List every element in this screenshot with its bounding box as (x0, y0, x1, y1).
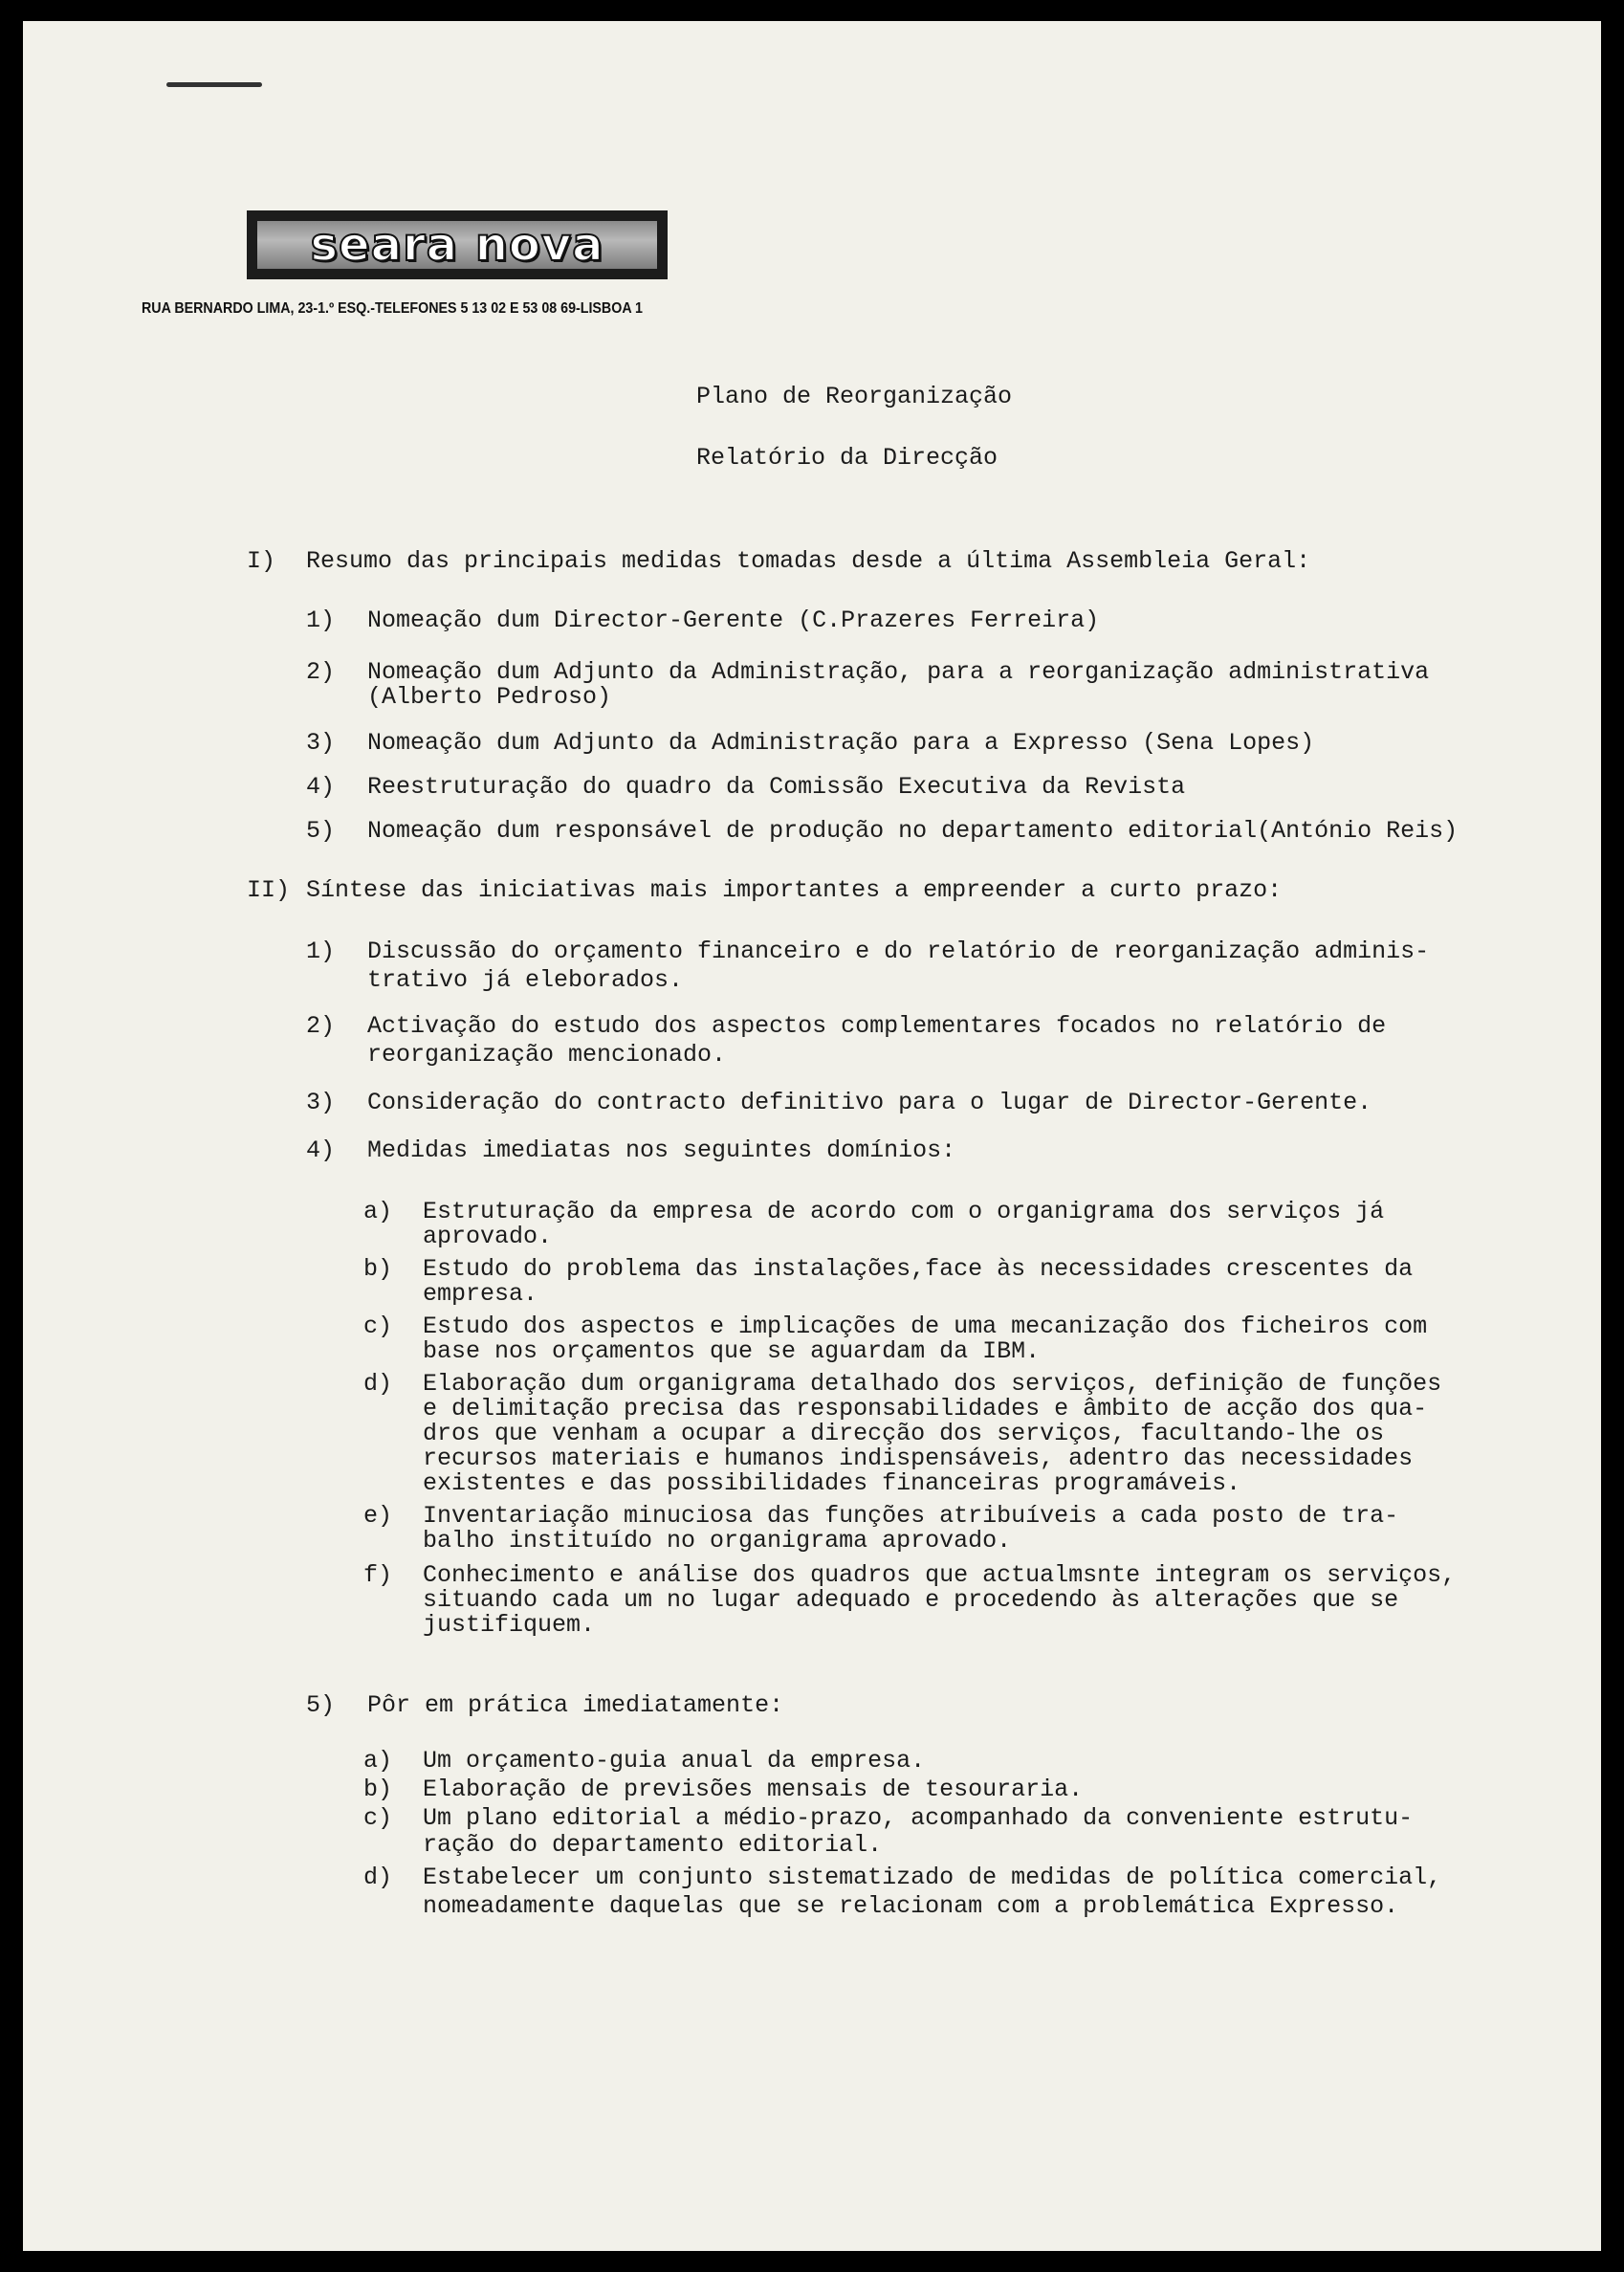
sub-item-line: aprovado. (423, 1223, 553, 1250)
sub-item-line: ração do departamento editorial. (423, 1831, 883, 1859)
s2-item-line: Consideração do contracto definitivo para o lugar de Director-Gerente. (367, 1089, 1372, 1116)
ink-mark (166, 82, 262, 87)
letterhead-address: RUA BERNARDO LIMA, 23-1.º ESQ.-TELEFONES 5 13 02 E 53 08 69-LISBOA 1 (142, 300, 643, 317)
s2-item-num: 2) (306, 1012, 336, 1040)
section-1-heading: Resumo das principais medidas tomadas desde a última Assembleia Geral: (306, 547, 1311, 575)
sub-item-letter: d) (363, 1864, 393, 1891)
s2-item-line: trativo já eleborados. (367, 966, 684, 994)
sub-item-letter: f) (363, 1561, 393, 1589)
sub-item-letter: c) (363, 1804, 393, 1832)
s2-item-line: Pôr em prática imediatamente: (367, 1691, 784, 1719)
sub-item-line: existentes e das possibilidades financeiras programáveis. (423, 1469, 1241, 1497)
s2-item-line: Discussão do orçamento financeiro e do relatório de reorganização adminis- (367, 937, 1430, 965)
sub-item-letter: e) (363, 1502, 393, 1530)
s1-item-num: 2) (306, 658, 336, 686)
sub-item-line: justifiquem. (423, 1611, 596, 1639)
sub-item-line: nomeadamente daquelas que se relacionam com a problemática Expresso. (423, 1892, 1399, 1920)
sub-item-line: Elaboração de previsões mensais de tesouraria. (423, 1776, 1084, 1803)
sub-item-line: recursos materiais e humanos indispensáveis, adentro das necessidades (423, 1445, 1414, 1472)
section-2-heading: Síntese das iniciativas mais importantes a empreender a curto prazo: (306, 876, 1283, 904)
s2-item-num: 1) (306, 937, 336, 965)
sub-item-line: Estruturação da empresa de acordo com o organigrama dos serviços já (423, 1198, 1385, 1225)
s2-item-num: 5) (306, 1691, 336, 1719)
s1-item-line: Reestruturação do quadro da Comissão Executiva da Revista (367, 773, 1186, 801)
sub-item-line: Elaboração dum organigrama detalhado dos serviços, definição de funções (423, 1370, 1442, 1398)
sub-item-letter: a) (363, 1747, 393, 1775)
s2-item-num: 3) (306, 1089, 336, 1116)
letterhead-logo (247, 210, 668, 279)
s1-item-line: Nomeação dum Director-Gerente (C.Prazeres Ferreira) (367, 607, 1100, 634)
sub-item-line: empresa. (423, 1280, 538, 1308)
s1-item-line: Nomeação dum Adjunto da Administração para a Expresso (Sena Lopes) (367, 729, 1315, 757)
s1-item-line: (Alberto Pedroso) (367, 683, 612, 711)
sub-item-letter: b) (363, 1776, 393, 1803)
s2-item-line: Medidas imediatas nos seguintes domínios: (367, 1136, 956, 1164)
s1-item-line: Nomeação dum responsável de produção no departamento editorial(António Reis) (367, 817, 1459, 845)
sub-item-line: balho instituído no organigrama aprovado. (423, 1527, 1012, 1555)
document-title: Plano de Reorganização (696, 383, 1013, 410)
s1-item-num: 3) (306, 729, 336, 757)
s1-item-line: Nomeação dum Adjunto da Administração, para a reorganização administrativa (367, 658, 1430, 686)
sub-item-line: Estudo dos aspectos e implicações de uma mecanização dos ficheiros com (423, 1312, 1428, 1340)
sub-item-line: Um plano editorial a médio-prazo, acompanhado da conveniente estrutu- (423, 1804, 1414, 1832)
section-2-label: II) (247, 876, 291, 904)
document-subtitle: Relatório da Direcção (696, 444, 999, 472)
sub-item-letter: d) (363, 1370, 393, 1398)
brand-name: seara nova (310, 218, 604, 272)
s1-item-num: 1) (306, 607, 336, 634)
sub-item-letter: a) (363, 1198, 393, 1225)
sub-item-line: Estabelecer um conjunto sistematizado de medidas de política comercial, (423, 1864, 1442, 1891)
sub-item-line: Conhecimento e análise dos quadros que actualmsnte integram os serviços, (423, 1561, 1457, 1589)
s1-item-num: 4) (306, 773, 336, 801)
sub-item-line: base nos orçamentos que se aguardam da IBM. (423, 1337, 1041, 1365)
sub-item-line: Um orçamento-guia anual da empresa. (423, 1747, 926, 1775)
document-page (23, 21, 1601, 2251)
sub-item-line: situando cada um no lugar adequado e procedendo às alterações que se (423, 1586, 1399, 1614)
sub-item-letter: c) (363, 1312, 393, 1340)
section-1-label: I) (247, 547, 276, 575)
s2-item-num: 4) (306, 1136, 336, 1164)
sub-item-line: Inventariação minuciosa das funções atribuíveis a cada posto de tra- (423, 1502, 1399, 1530)
sub-item-line: e delimitação precisa das responsabilidades e âmbito de acção dos qua- (423, 1395, 1428, 1423)
s2-item-line: Activação do estudo dos aspectos complementares focados no relatório de (367, 1012, 1387, 1040)
sub-item-line: dros que venham a ocupar a direcção dos serviços, facultando-lhe os (423, 1420, 1385, 1447)
s1-item-num: 5) (306, 817, 336, 845)
sub-item-line: Estudo do problema das instalações,face às necessidades crescentes da (423, 1255, 1414, 1283)
sub-item-letter: b) (363, 1255, 393, 1283)
s2-item-line: reorganização mencionado. (367, 1041, 727, 1069)
